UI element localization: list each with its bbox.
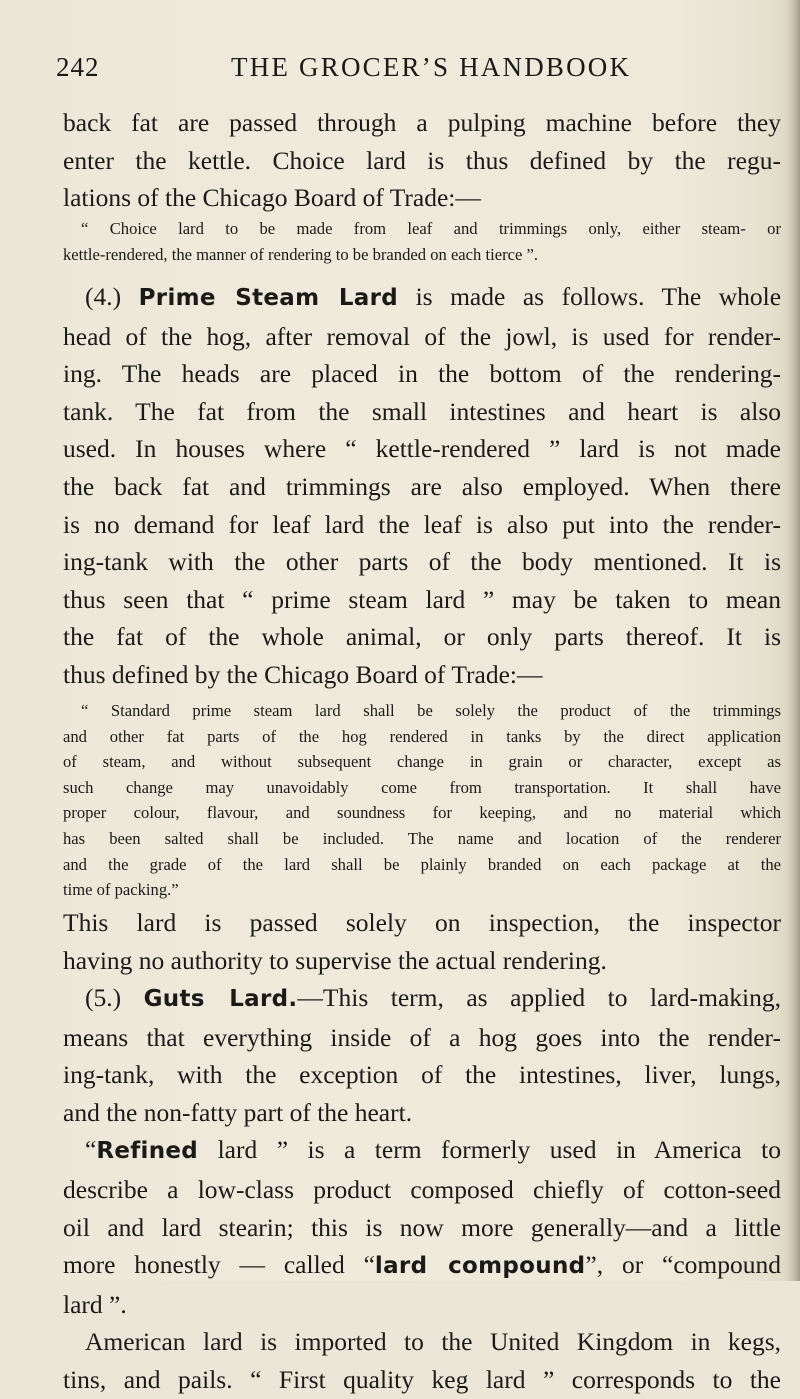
text-line: ing-tank with the other parts of the body mentioned. It is [63,547,781,577]
text-line: American lard is imported to the United Kingdom in kegs, [85,1327,781,1357]
quote-line: has been salted shall be included. The name and location of the renderer [63,828,781,848]
text-line: used. In houses where “ kettle-rendered ” lard is not made [63,434,781,464]
refined-first-line-text: lard ” is a term formerly used in America to [198,1135,781,1165]
quote-line: proper colour, flavour, and soundness for keeping, and no material which [63,803,781,823]
quote-choice-lard [63,216,781,267]
section-first-line-text: —This term, as applied to lard-making, [297,983,782,1012]
running-head: THE GROCER’S HANDBOOK [231,52,632,82]
line-text: ”, or “compound [585,1250,782,1280]
text-line: describe a low-class product composed chiefly of cotton-seed [63,1174,781,1204]
paragraph-choice-lard [63,104,781,217]
text-line: back fat are passed through a pulping machine before they [63,108,781,137]
page-number: 242 [56,52,100,82]
text-line: ing-tank, with the exception of the intestines, liver, lungs, [63,1060,781,1090]
refined-first-line [63,1131,781,1171]
quote-line: “ Standard prime steam lard shall be solely the product of the trimmings [81,701,781,720]
quote-line: such change may unavoidably come from transportation. It shall have [63,777,781,797]
section-number: (5.) [85,983,122,1012]
text-line: is no demand for leaf lard the leaf is also put into the render- [63,509,781,539]
section-heading: Prime Steam Lard [138,285,399,311]
page-header [56,52,766,92]
refined-term: Refined [96,1138,199,1165]
text-line: enter the kettle. Choice lard is thus defined by the regu- [63,145,781,175]
lard-compound-term: lard compound [374,1253,586,1280]
quote-line: kettle-rendered, the manner of rendering to be branded on each tierce ”. [63,244,538,264]
text-line: the fat of the whole animal, or only parts thereof. It is [63,622,781,652]
quote-standard-prime-steam-lard [63,698,781,903]
section-heading: Guts Lard. [143,986,298,1012]
text-line: thus defined by the Chicago Board of Trade:— [63,659,543,689]
text-line: means that everything inside of a hog goes into the render- [63,1022,781,1052]
text-line: oil and lard stearin; this is now more generally—and a little [63,1212,781,1242]
text-line: lations of the Chicago Board of Trade:— [63,183,481,213]
text-line: having no authority to supervise the actual rendering. [63,945,607,975]
text-line: and the non-fatty part of the heart. [63,1097,413,1127]
section-first-line [63,979,781,1019]
open-quote: “ [85,1135,97,1165]
quote-line: “ Choice lard to be made from leaf and trimmings only, either steam- or [81,219,781,238]
text-line: This lard is passed solely on inspection, the inspector [63,908,781,937]
page-edge-shadow [786,0,800,1281]
quote-line: time of packing.” [63,880,179,900]
section-first-line [63,278,781,318]
text-line: lard ”. [63,1289,127,1319]
section-prime-steam-lard [63,278,781,694]
section-first-line-text: is made as follows. The whole [415,282,782,311]
quote-line: and the grade of the lard shall be plainly branded on each package at the [63,854,781,874]
section-guts-lard [63,979,781,1399]
text-line: the back fat and trimmings are also employed. When there [63,471,781,501]
line-text: more honestly — called “ [63,1250,375,1280]
text-line: thus seen that “ prime steam lard ” may be taken to mean [63,584,781,614]
text-line: tank. The fat from the small intestines and heart is also [63,396,781,426]
text-line: head of the hog, after removal of the jowl, is used for render- [63,321,781,351]
paragraph-inspection [63,904,781,979]
text-line: tins, and pails. “ First quality keg lard ” corresponds to the [63,1364,781,1394]
section-number: (4.) [85,282,122,311]
quote-line: and other fat parts of the hog rendered in tanks by the direct application [63,726,781,746]
text-line: ing. The heads are placed in the bottom of the rendering- [63,359,781,389]
quote-line: of steam, and without subsequent change in grain or character, except as [63,752,781,772]
text-line [63,1246,781,1286]
